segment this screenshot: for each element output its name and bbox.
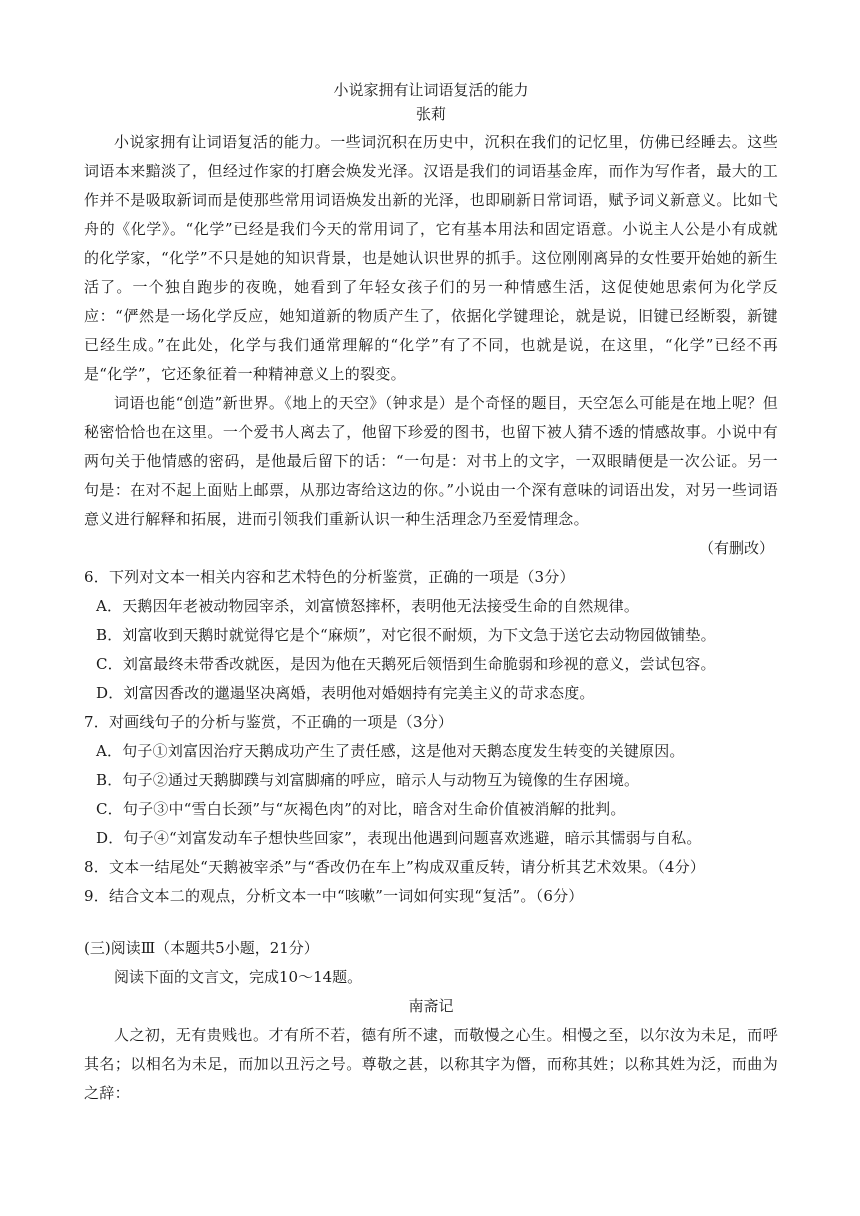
question-option: B．句子②通过天鹅脚蹼与刘富脚痛的呼应，暗示人与动物互为镜像的生存困境。 xyxy=(96,771,640,789)
article-author: 张莉 xyxy=(415,105,446,123)
question-option: A．句子①刘富因治疗天鹅成功产生了责任感，这是他对天鹅态度发生转变的关键原因。 xyxy=(96,742,685,760)
classical-text-paragraph: 人之初，无有贵贱也。才有所不若，德有所不逮，而敬慢之心生。相慢之至，以尔汝为未足，而呼其名；以相名为未足，而加以丑污之号。尊敬之甚，以称其字为僭，而称其姓；以称其姓为泛，而曲为之辞： xyxy=(84,1026,778,1102)
section-heading: (三)阅读Ⅲ（本题共5小题，21分） xyxy=(84,939,319,957)
question-9: 9．结合文本二的观点，分析文本一中“咳嗽”一词如何实现“复活”。（6分） xyxy=(84,887,584,905)
document-page xyxy=(84,78,778,1108)
article-paragraph: 小说家拥有让词语复活的能力。一些词沉积在历史中，沉积在我们的记忆里，仿佛已经睡去。这些词语本来黯淡了，但经过作家的打磨会焕发光泽。汉语是我们的词语基金库，而作为写作者，最大的工作并不是吸取新词而是使那些常用词语焕发出新的光泽，也即刷新日常词语，赋予词义新意义。比如弋舟的《化学》。“化学”已经是我们今天的常用词了，它有基本用法和固定语意。小说主人公是小有成就的化学家，“化学”不只是她的知识背景，也是她认识世界的抓手。这位刚刚离异的女性要开始她的新生活了。一个独自跑步的夜晚，她看到了年轻女孩子们的另一种情感生活，这促使她思索何为化学反应：“俨然是一场化学反应，她知道新的物质产生了，依据化学键理论，就是说，旧键已经断裂，新键已经生成。”在此处，化学与我们通常理解的“化学”有了不同，也就是说，在这里，“化学”已经不再是“化学”，它还象征着一种精神意义上的裂变。 xyxy=(84,133,778,383)
article-paragraph: 词语也能“创造”新世界。《地上的天空》（钟求是）是个奇怪的题目，天空怎么可能是在地上呢？但秘密恰恰也在这里。一个爱书人离去了，他留下珍爱的图书，也留下被人猜不透的情感故事。小说中有两句关于他情感的密码，是他最后留下的话：“一句是：对书上的文字，一双眼睛便是一次公证。另一句是：在对不起上面贴上邮票，从那边寄给这边的你。”小说由一个深有意味的词语出发，对另一些词语意义进行解释和拓展，进而引领我们重新认识一种生活理念乃至爱情理念。 xyxy=(84,394,778,528)
question-option: B．刘富收到天鹅时就觉得它是个“麻烦”，对它很不耐烦，为下文急于送它去动物园做铺垫。 xyxy=(96,626,716,644)
question-7 xyxy=(84,708,778,853)
article-title: 小说家拥有让词语复活的能力 xyxy=(333,81,529,99)
section-instruction: 阅读下面的文言文，完成10～14题。 xyxy=(114,968,363,986)
question-option: C．刘富最终未带香改就医，是因为他在天鹅死后领悟到生命脆弱和珍视的意义，尝试包容。 xyxy=(96,655,716,673)
question-option: D．刘富因香改的邋遢坚决离婚，表明他对婚姻持有完美主义的苛求态度。 xyxy=(96,684,595,702)
question-8: 8．文本一结尾处“天鹅被宰杀”与“香改仍在车上”构成双重反转，请分析其艺术效果。（4分） xyxy=(84,858,706,876)
question-stem: 6．下列对文本一相关内容和艺术特色的分析鉴赏，正确的一项是（3分） xyxy=(84,568,575,586)
question-option: D．句子④“刘富发动车子想快些回家”，表现出他遇到问题喜欢逃避，暗示其懦弱与自私。 xyxy=(96,829,702,847)
question-option: C．句子③中“雪白长颈”与“灰褐色肉”的对比，暗含对生命价值被消解的批判。 xyxy=(96,800,626,818)
classical-text-title: 南斋记 xyxy=(408,997,454,1015)
question-6 xyxy=(84,563,778,708)
question-stem: 7．对画线句子的分析与鉴赏，不正确的一项是（3分） xyxy=(84,713,454,731)
question-option: A．天鹅因年老被动物园宰杀，刘富愤怒摔杯，表明他无法接受生命的自然规律。 xyxy=(96,597,640,615)
source-note: （有删改） xyxy=(698,539,774,557)
